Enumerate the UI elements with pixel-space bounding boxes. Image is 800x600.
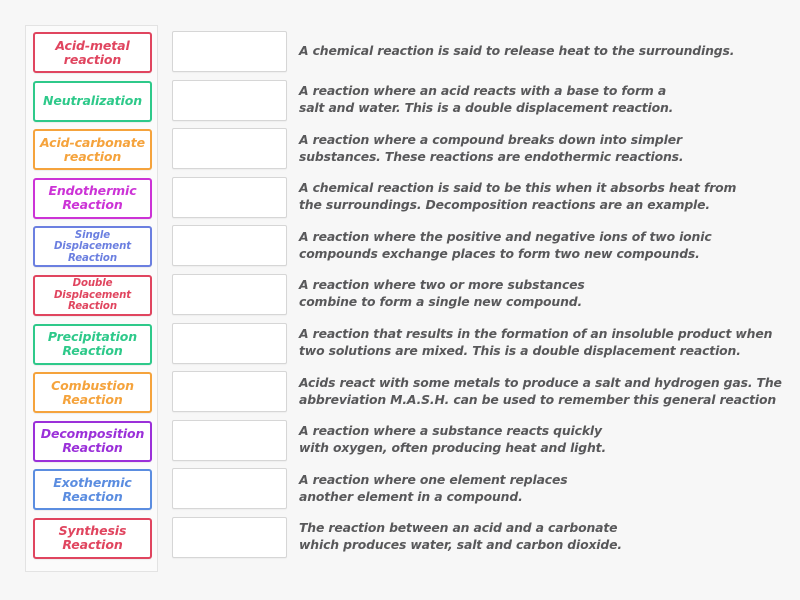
definition-text bbox=[299, 371, 791, 412]
definition-line: another element in a compound. bbox=[299, 488, 523, 504]
definition-text bbox=[299, 80, 791, 121]
definition-line: which produces water, salt and carbon dioxide. bbox=[299, 537, 622, 553]
term-tile[interactable]: Acid-carbonate reaction bbox=[33, 129, 152, 170]
definition-text bbox=[299, 468, 791, 509]
answer-dropzone-column bbox=[172, 31, 287, 558]
definition-line: A reaction that results in the formation of an insoluble product when bbox=[299, 326, 773, 342]
answer-dropzone[interactable] bbox=[172, 274, 287, 315]
answer-dropzone[interactable] bbox=[172, 128, 287, 169]
definition-line: combine to form a single new compound. bbox=[299, 294, 583, 310]
definition-line: A chemical reaction is said to be this when it absorbs heat from bbox=[299, 180, 737, 196]
term-tile[interactable]: Exothermic Reaction bbox=[33, 469, 152, 510]
definition-line: compounds exchange places to form two new compounds. bbox=[299, 245, 700, 261]
definition-line: A chemical reaction is said to release heat to the surroundings. bbox=[299, 43, 735, 58]
term-tiles-panel bbox=[25, 25, 158, 572]
answer-dropzone[interactable] bbox=[172, 468, 287, 509]
term-tile[interactable]: Decomposition Reaction bbox=[33, 421, 152, 462]
term-tile[interactable]: Single Displacement Reaction bbox=[33, 226, 152, 267]
term-tile[interactable]: Synthesis Reaction bbox=[33, 518, 152, 559]
definition-text bbox=[299, 128, 791, 169]
term-tile[interactable]: Double Displacement Reaction bbox=[33, 275, 152, 316]
definition-text bbox=[299, 177, 791, 218]
answer-dropzone[interactable] bbox=[172, 177, 287, 218]
definition-text bbox=[299, 31, 791, 72]
term-tile[interactable]: Endothermic Reaction bbox=[33, 178, 152, 219]
definition-line: A reaction where a substance reacts quickly bbox=[299, 423, 602, 439]
answer-dropzone[interactable] bbox=[172, 420, 287, 461]
definition-line: A reaction where a compound breaks down into simpler bbox=[299, 131, 682, 147]
term-tile[interactable]: Neutralization bbox=[33, 81, 152, 122]
term-tile[interactable]: Acid-metal reaction bbox=[33, 32, 152, 73]
answer-dropzone[interactable] bbox=[172, 80, 287, 121]
definition-line: The reaction between an acid and a carbonate bbox=[299, 520, 618, 536]
answer-dropzone[interactable] bbox=[172, 517, 287, 558]
definition-line: substances. These reactions are endothermic reactions. bbox=[299, 148, 684, 164]
answer-dropzone[interactable] bbox=[172, 323, 287, 364]
definition-line: A reaction where one element replaces bbox=[299, 471, 568, 487]
definition-column bbox=[299, 31, 791, 558]
definition-line: A reaction where the positive and negative ions of two ionic bbox=[299, 228, 712, 244]
answer-dropzone[interactable] bbox=[172, 225, 287, 266]
term-tile[interactable]: Precipitation Reaction bbox=[33, 324, 152, 365]
definition-line: Acids react with some metals to produce a salt and hydrogen gas. The bbox=[299, 374, 782, 390]
definition-line: salt and water. This is a double displacement reaction. bbox=[299, 100, 674, 116]
definition-line: A reaction where an acid reacts with a base to form a bbox=[299, 83, 667, 99]
definition-line: the surroundings. Decomposition reactions are an example. bbox=[299, 197, 710, 213]
definition-line: two solutions are mixed. This is a double displacement reaction. bbox=[299, 343, 741, 359]
definition-text bbox=[299, 323, 791, 364]
definition-text bbox=[299, 420, 791, 461]
definition-text bbox=[299, 225, 791, 266]
definition-line: with oxygen, often producing heat and light. bbox=[299, 440, 606, 456]
definition-line: A reaction where two or more substances bbox=[299, 277, 585, 293]
answer-dropzone[interactable] bbox=[172, 31, 287, 72]
definition-text bbox=[299, 274, 791, 315]
definition-line: abbreviation M.A.S.H. can be used to remember this general reaction bbox=[299, 391, 776, 407]
term-tile[interactable]: Combustion Reaction bbox=[33, 372, 152, 413]
definition-text bbox=[299, 517, 791, 558]
answer-dropzone[interactable] bbox=[172, 371, 287, 412]
